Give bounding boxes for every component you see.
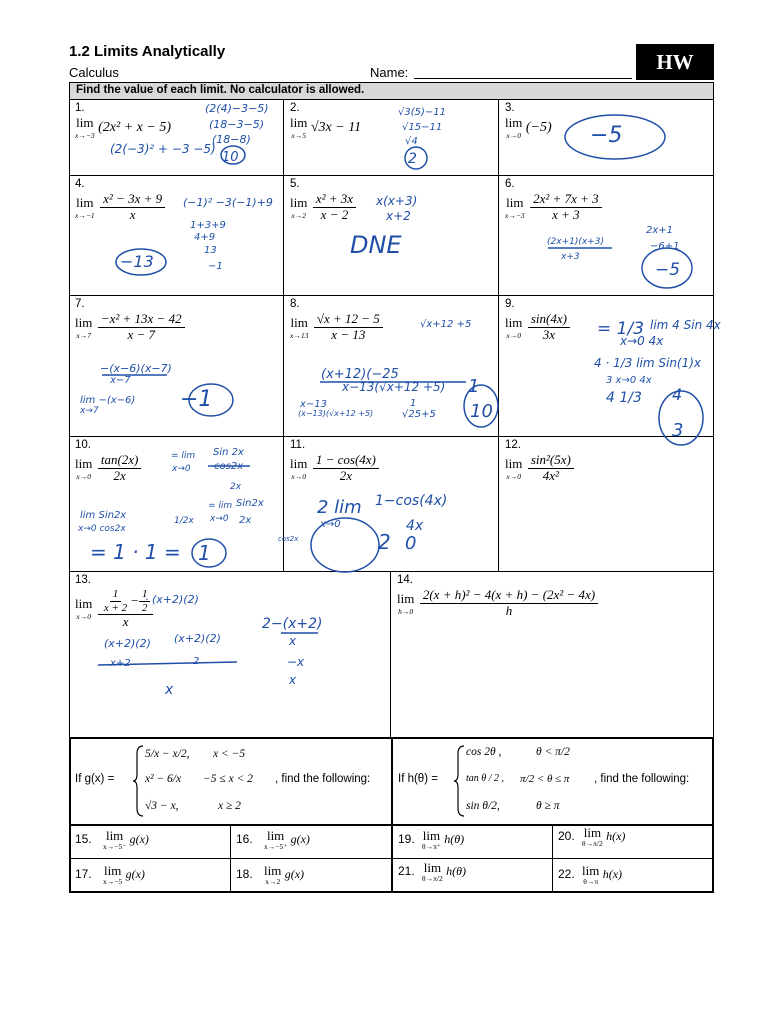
answer-number: 19. xyxy=(398,831,415,846)
lim-subscript: x→0 xyxy=(506,471,521,481)
handwritten-note: 4 1/3 xyxy=(606,390,642,406)
handwritten-note: lim 4 Sin 4x xyxy=(650,318,721,332)
handwritten-note: x→0 xyxy=(210,514,229,524)
lim-label: lim xyxy=(105,828,124,843)
handwritten-note: 4 · 1/3 lim Sin(1)x xyxy=(594,356,702,370)
fraction-numerator: x² + 3x xyxy=(313,192,356,208)
answer-number: 18. xyxy=(236,866,253,881)
handwritten-note: 3 xyxy=(672,420,684,441)
fraction-numerator: 1 − cos(4x) xyxy=(313,453,379,469)
function-label: g(x) xyxy=(129,831,149,846)
handwritten-note: (2x+1)(x+3) xyxy=(547,237,604,247)
problem-number: 1. xyxy=(75,102,85,114)
handwritten-note: 1 xyxy=(198,541,211,565)
problem-cell-7[interactable] xyxy=(69,296,284,437)
handwritten-note: (2(4)−3−5) xyxy=(205,102,269,115)
handwritten-note: x→7 xyxy=(80,406,99,416)
fraction-denominator: 4x² xyxy=(542,467,559,483)
course-label: Calculus xyxy=(69,65,119,80)
handwritten-note: x xyxy=(289,634,297,648)
handwritten-note: √25+5 xyxy=(402,409,436,420)
lim-label: lim xyxy=(290,314,308,330)
handwritten-note: (2(−3)² + −3 −5) xyxy=(110,142,216,156)
answer-number: 16. xyxy=(236,831,253,846)
lim-subscript: x→−1 xyxy=(75,210,95,220)
g-piece-1-cond: x < −5 xyxy=(213,748,246,760)
answer-cell-18[interactable] xyxy=(236,864,386,886)
problem-cell-2[interactable] xyxy=(284,100,499,176)
problem-cell-3[interactable] xyxy=(499,100,714,176)
handwritten-note: 2−(x+2) xyxy=(262,616,323,632)
problem-cell-6[interactable] xyxy=(499,176,714,296)
handwritten-note: 2x xyxy=(239,515,252,526)
left-brace-icon xyxy=(133,744,145,818)
handwritten-note: −x xyxy=(287,655,305,669)
handwritten-note: −5 xyxy=(655,260,681,280)
answer-number: 22. xyxy=(558,866,575,881)
answer-number: 21. xyxy=(398,863,415,878)
lim-subscript: θ→π/2 xyxy=(582,839,603,848)
problem-cell-5[interactable] xyxy=(284,176,499,296)
handwritten-note: 13 xyxy=(204,245,217,256)
lim-label: lim xyxy=(397,590,415,606)
worksheet-title: 1.2 Limits Analytically xyxy=(69,43,226,60)
handwritten-note: 4 xyxy=(672,385,683,404)
handwritten-note: −(x−6)(x−7) xyxy=(100,362,172,375)
handwritten-note: x−7 xyxy=(110,375,131,386)
answer-number: 15. xyxy=(75,831,92,846)
problem-number: 14. xyxy=(397,574,413,586)
g-piece-2-cond: −5 ≤ x < 2 xyxy=(203,773,253,785)
handwritten-note: 4x xyxy=(406,518,424,534)
lim-subscript: x→−3 xyxy=(505,210,525,220)
handwritten-note: √3(5)−11 xyxy=(398,107,447,118)
lim-label: lim xyxy=(506,194,524,210)
fraction-numerator: tan(2x) xyxy=(98,453,142,469)
fraction-numerator: sin²(5x) xyxy=(528,453,574,469)
problem-number: 8. xyxy=(290,298,300,310)
h-piece-2-expr: tan θ / 2 , xyxy=(466,773,504,784)
handwritten-note: 1/2x xyxy=(174,516,194,526)
handwritten-note: · (x+2)(2) xyxy=(145,593,199,606)
lim-label: lim xyxy=(505,455,523,471)
problem-cell-10[interactable] xyxy=(69,437,284,572)
lim-label: lim xyxy=(583,825,602,840)
function-label: h(θ) xyxy=(444,831,465,846)
fraction-numerator: 2(x + h)² − 4(x + h) − (2x² − 4x) xyxy=(420,588,598,604)
handwritten-note: √x+12 +5 xyxy=(420,319,472,330)
fraction-denominator: 2x xyxy=(113,467,126,483)
lim-label: lim xyxy=(505,115,523,130)
fraction-numerator: −x² + 13x − 42 xyxy=(98,312,185,328)
h-piece-1-expr: cos 2θ , xyxy=(466,746,502,758)
function-label: g(x) xyxy=(290,831,310,846)
handwritten-note: −13 xyxy=(120,252,154,271)
handwritten-note: 2x+1 xyxy=(646,225,674,236)
problem-number: 13. xyxy=(75,574,91,586)
function-label: g(x) xyxy=(125,866,145,881)
lim-subscript: x→13 xyxy=(290,330,309,340)
g-prefix: If g(x) = xyxy=(75,773,115,785)
lim-subscript: x→0 xyxy=(291,471,306,481)
name-label: Name: xyxy=(370,65,409,80)
handwritten-note: x−13(√x+12 +5) xyxy=(342,380,446,394)
h-piece-3-cond: θ ≥ π xyxy=(536,800,560,812)
lim-subscript: x→−5⁻ xyxy=(103,842,127,851)
answer-row-divider-2 xyxy=(69,858,714,859)
handwritten-note: x−13 xyxy=(300,399,328,410)
handwritten-note: (x+2)(2) xyxy=(174,632,221,645)
handwritten-note: x+2 xyxy=(110,658,131,669)
handwritten-note: 2 xyxy=(378,530,391,554)
handwritten-note: 0 xyxy=(405,533,417,554)
handwritten-note: 1+3+9 xyxy=(190,220,226,231)
lim-label: lim xyxy=(103,863,122,878)
g-suffix: , find the following: xyxy=(275,773,371,785)
lim-label: lim xyxy=(76,194,94,210)
answer-number: 20. xyxy=(558,828,575,843)
handwritten-note: −5 xyxy=(590,123,623,148)
handwritten-note: √15−11 xyxy=(402,122,443,133)
inner-numerator: 1 xyxy=(110,588,122,602)
lim-label: lim xyxy=(76,115,94,130)
handwritten-note: 2 xyxy=(408,151,417,167)
fraction-denominator: x xyxy=(129,206,136,222)
handwritten-note: x+2 xyxy=(386,209,411,223)
lim-subscript: x→0 xyxy=(506,131,521,140)
lim-label: lim xyxy=(264,863,282,878)
h-piece-1-cond: θ < π/2 xyxy=(536,746,570,758)
instructions-bar: Find the value of each limit. No calculator is allowed. xyxy=(69,82,714,100)
handwritten-note: = 1 · 1 = xyxy=(90,540,181,564)
fraction-denominator: h xyxy=(505,602,513,618)
problem-number: 9. xyxy=(505,298,515,310)
handwritten-note: 2 xyxy=(193,656,200,667)
handwritten-note: = lim xyxy=(171,451,196,461)
inner-denominator: x + 2 xyxy=(103,601,128,614)
handwritten-note: (x+12)(−25 xyxy=(321,367,399,382)
fraction-numerator: 2x² + 7x + 3 xyxy=(530,192,601,208)
handwritten-note: x xyxy=(289,673,297,687)
lim-label: lim xyxy=(423,860,442,875)
problem-number: 2. xyxy=(290,102,300,114)
handwritten-note: cos2x xyxy=(214,461,244,472)
answer-number: 17. xyxy=(75,866,92,881)
problem-number: 12. xyxy=(505,439,521,451)
lim-subscript: θ→π⁺ xyxy=(422,842,441,851)
handwritten-note: √4 xyxy=(405,136,418,147)
handwritten-note: 10 xyxy=(222,150,239,165)
handwritten-note: 1 xyxy=(468,376,480,397)
left-brace-icon xyxy=(454,744,466,818)
handwritten-note: lim −(x−6) xyxy=(80,395,136,406)
handwritten-note: (x+2)(2) xyxy=(104,637,151,650)
handwritten-note: x→0 cos2x xyxy=(78,524,126,534)
inner-denominator: 2 xyxy=(141,601,148,614)
piecewise-divider xyxy=(391,737,393,893)
fraction-denominator: x − 13 xyxy=(331,326,366,342)
problem-cell-14[interactable] xyxy=(391,572,714,737)
problem-cell-12[interactable] xyxy=(499,437,714,572)
answer-cell-19[interactable] xyxy=(398,829,548,851)
lim-subscript: x→7 xyxy=(76,330,91,340)
problem-cell-4[interactable] xyxy=(69,176,284,296)
fraction-numerator: x² − 3x + 9 xyxy=(100,192,165,208)
handwritten-note: x→0 xyxy=(172,464,191,474)
h-piecewise xyxy=(398,742,710,822)
lim-label: lim xyxy=(75,596,93,612)
handwritten-note: (−1)² −3(−1)+9 xyxy=(183,196,273,209)
handwritten-note: = lim xyxy=(208,501,233,511)
handwritten-note: 2 lim xyxy=(317,497,362,518)
fraction-denominator: x + 3 xyxy=(552,206,580,222)
handwritten-note: x→0 xyxy=(320,519,341,530)
handwritten-note: 1 xyxy=(410,398,417,409)
lim-label: lim xyxy=(505,314,523,330)
handwritten-note: 2x xyxy=(230,482,242,492)
handwritten-note: x xyxy=(165,682,174,698)
lim-label: lim xyxy=(75,314,93,330)
handwritten-note: −1 xyxy=(208,261,223,272)
problem-number: 7. xyxy=(75,298,85,310)
problem-expression: (2x² + x − 5) xyxy=(98,119,171,135)
h-piece-2-cond: π/2 < θ ≤ π xyxy=(520,773,570,785)
handwritten-note: −6+1 xyxy=(650,241,680,252)
handwritten-note: (18−8) xyxy=(212,133,251,146)
g-piece-2-expr: x² − 6/x xyxy=(145,773,182,785)
problem-cell-9[interactable] xyxy=(499,296,714,437)
hw-badge: HW xyxy=(636,44,714,80)
lim-label: lim xyxy=(290,194,308,210)
handwritten-note: Sin 2x xyxy=(213,447,244,458)
answer-col-divider-right xyxy=(552,825,553,893)
g-piece-3-expr: √3 − x, xyxy=(145,800,179,812)
function-label: h(x) xyxy=(606,828,626,843)
problem-cell-13[interactable]: 13. lim x→0 $\frac{1}{x + 2}$ − $\frac{1}{2}$ x xyxy=(69,572,391,737)
answer-cell-22[interactable] xyxy=(558,864,708,886)
lim-subscript: x→0 xyxy=(76,612,91,622)
lim-subscript: x→5 xyxy=(291,131,306,140)
lim-subscript: x→0 xyxy=(76,471,91,481)
inner-numerator: 1 xyxy=(139,588,151,602)
fraction-denominator: x xyxy=(122,614,129,630)
fraction-denominator: x − 2 xyxy=(320,206,349,222)
fraction-denominator: 2x xyxy=(339,467,352,483)
answer-cell-20[interactable] xyxy=(558,826,708,848)
problem-number: 5. xyxy=(290,178,300,190)
handwritten-note: x→0 4x xyxy=(620,334,664,348)
handwritten-note: x+3 xyxy=(561,252,580,262)
lim-subscript: h→0 xyxy=(398,606,414,616)
problem-cell-11[interactable] xyxy=(284,437,499,572)
lim-label: lim xyxy=(582,863,600,878)
fraction-denominator: 3x xyxy=(542,326,556,342)
handwritten-note: 4+9 xyxy=(194,232,216,243)
problem-cell-8[interactable] xyxy=(284,296,499,437)
lim-subscript: x→2 xyxy=(265,877,281,886)
function-label: g(x) xyxy=(284,866,305,881)
problem-expression: √3x − 11 xyxy=(310,119,362,135)
lim-label: lim xyxy=(290,455,308,471)
lim-subscript: x→−5 xyxy=(103,877,123,886)
fraction-numerator: √x + 12 − 5 xyxy=(314,312,383,328)
answer-cell-17[interactable] xyxy=(75,864,225,886)
handwritten-note: 10 xyxy=(470,401,493,422)
handwritten-note: DNE xyxy=(350,231,402,259)
problem-number: 3. xyxy=(505,102,515,114)
lim-label: lim xyxy=(290,115,308,130)
problem-number: 10. xyxy=(75,439,91,451)
answer-col-divider-left xyxy=(230,825,231,893)
h-suffix: , find the following: xyxy=(594,773,690,785)
fraction-numerator: sin(4x) xyxy=(528,312,570,328)
handwritten-note: lim Sin2x xyxy=(80,510,127,521)
function-label: h(θ) xyxy=(446,863,466,878)
lim-label: lim xyxy=(266,828,285,843)
handwritten-note: (18−3−5) xyxy=(209,118,265,131)
lim-subscript: θ→π/2 xyxy=(422,874,443,883)
handwritten-note: 1−cos(4x) xyxy=(375,493,448,509)
lim-subscript: θ→π xyxy=(583,877,599,886)
handwritten-note: 3 x→0 4x xyxy=(606,375,652,386)
name-field[interactable] xyxy=(414,78,632,79)
handwritten-note: −1 xyxy=(180,387,213,412)
h-piece-3-expr: sin θ/2, xyxy=(466,800,500,812)
problem-expression: (−5) xyxy=(525,119,552,135)
h-prefix: If h(θ) = xyxy=(398,773,438,785)
fraction-denominator: x − 7 xyxy=(127,326,155,342)
lim-subscript: x→0 xyxy=(506,330,521,340)
handwritten-note: (x−13)(√x+12 +5) xyxy=(298,409,374,418)
g-piece-1-expr: 5/x − x/2, xyxy=(145,748,190,760)
lim-subscript: x→2 xyxy=(291,210,306,220)
lim-label: lim xyxy=(75,455,93,471)
problem-cell-1[interactable] xyxy=(69,100,284,176)
g-piece-3-cond: x ≥ 2 xyxy=(218,800,241,812)
problem-number: 6. xyxy=(505,178,515,190)
handwritten-note: = 1/3 xyxy=(597,319,645,339)
problem-number: 4. xyxy=(75,178,85,190)
handwritten-note: x(x+3) xyxy=(376,194,418,208)
answer-cell-16[interactable] xyxy=(236,829,386,851)
function-label: h(x) xyxy=(602,866,623,881)
answer-cell-15[interactable] xyxy=(75,829,225,851)
answer-cell-21[interactable] xyxy=(398,861,548,883)
lim-subscript: x→−3 xyxy=(75,131,95,140)
handwritten-note: cos2x xyxy=(278,535,299,543)
problem-number: 11. xyxy=(290,439,306,451)
handwritten-note: Sin2x xyxy=(236,498,264,509)
lim-label: lim xyxy=(422,828,441,843)
g-piecewise xyxy=(75,742,387,822)
lim-subscript: x→−5⁺ xyxy=(264,842,288,851)
